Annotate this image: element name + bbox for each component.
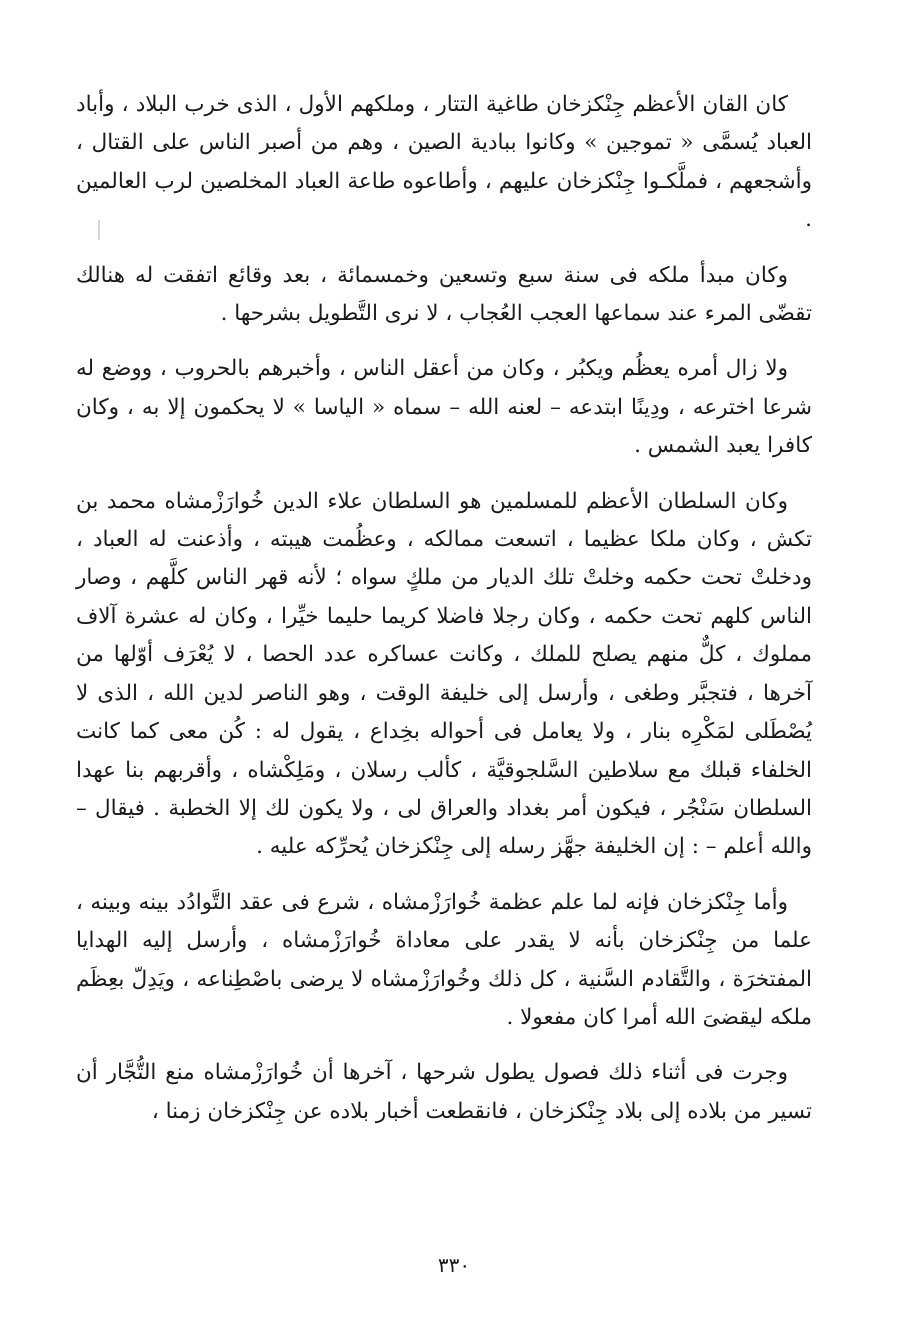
paragraph-6: وجرت فى أثناء ذلك فصول يطول شرحها ، آخرها أن خُوارَزْمشاه منع التُّجَّار أن تسير من بلاده إلى بلاد جِنْكزخان ، فانقطعت أخبار بلاده عن جِنْكزخان زمنا ،: [76, 1060, 812, 1124]
paragraph-1: كان القان الأعظم جِنْكزخان طاغية التتار ، وملكهم الأول ، الذى خرب البلاد ، وأباد العباد يُسمَّى « تموجين » وكانوا ببادية الصين ، وهم من أصبر الناس على القتال ، وأشجعهم ، فملَّكـوا جِنْكزخان عليهم ، وأطاعوه طاعة العباد المخلصين لرب العالمين .: [76, 92, 812, 233]
paragraph-5: وأما جِنْكزخان فإنه لما علم عظمة خُوارَزْمشاه ، شرع فى عقد التَّوادُد بينه وبينه ، علما من جِنْكزخان بأنه لا يقدر على معاداة خُوارَزْمشاه ، وأرسل إليه الهدايا المفتخرَة ، والتَّقادم السَّنية ، كل ذلك وخُوارَزْمشاه لا يرضى باصْطِناعه ، ويَدِلّ بعِظَم ملكه ليقضىَ الله أمرا كان مفعولا .: [76, 889, 812, 1030]
page-number: ٣٣٠: [437, 1253, 471, 1277]
page-body-text: [76, 86, 812, 1148]
paragraph-3: ولا زال أمره يعظُم ويكبُر ، وكان من أعقل الناس ، وأخبرهم بالحروب ، ووضع له شرعا اخترعه ، ودِينًا ابتدعه – لعنه الله – سماه « الياسا » لا يحكمون إلا به ، وكان كافرا يعبد الشمس .: [76, 356, 812, 459]
paragraph-4: وكان السلطان الأعظم للمسلمين هو السلطان علاء الدين خُوارَزْمشاه محمد بن تكش ، وكان ملكا عظيما ، اتسعت ممالكه ، وعظُمت هيبته ، وأذعنت له العباد ، ودخلتْ تحت حكمه وخلتْ تلك الديار من ملكٍ سواه ؛ لأنه قهر الناس كلَّهم ، وصار الناس كلهم تحت حكمه ، وكان رجلا فاضلا كريما حليما خيِّرا ، وكان له عشرة آلاف مملوك ، كلٌّ منهم يصلح للملك ، وكانت عساكره عدد الحصا ، لا يُعْرَف أوّلها من آخرها ، فتجبَّر وطغى ، وأرسل إلى خليفة الوقت ، وهو الناصر لدين الله ، الذى لا يُصْطَلى لمَكْرِه بنار ، ولا يعامل فى أحواله بخِداع ، يقول له : كُن معى كما كانت الخلفاء قبلك مع سلاطين السَّلجوقيَّة ، كألب رسلان ، ومَلِكْشاه ، وأقربهم بنا عهدا السلطان سَنْجُر ، فيكون أمر بغداد والعراق لى ، ولا يكون لك إلا الخطبة . فيقال – والله أعلم – : إن الخليفة جهَّز رسله إلى جِنْكزخان يُحرِّكه عليه .: [76, 488, 812, 860]
paragraph-2: وكان مبدأ ملكه فى سنة سبع وتسعين وخمسمائة ، بعد وقائع اتفقت له هنالك تقضّى المرء عند سماعها العجب العُجاب ، لا نرى التَّطويل بشرحها .: [76, 262, 812, 327]
